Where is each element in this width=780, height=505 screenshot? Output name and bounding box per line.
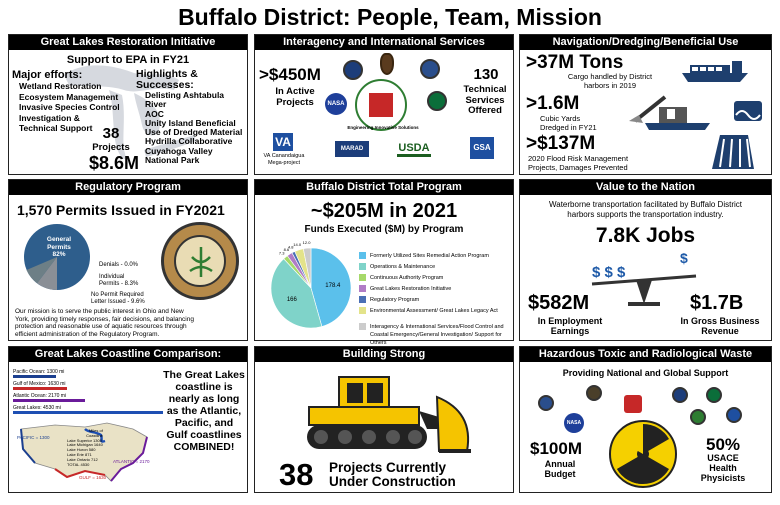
- employment-amount: $582M: [528, 292, 590, 314]
- coastline-panel: [8, 346, 248, 493]
- physicists-pct: 50%: [705, 435, 741, 454]
- htrw-panel: [519, 346, 772, 493]
- regulatory-panel: [8, 179, 248, 341]
- list-item: Delisting Ashtabula River: [145, 90, 225, 110]
- total-program-panel: [254, 179, 514, 346]
- revenue-amount: $1.7B: [690, 292, 744, 314]
- glri-header: Great Lakes Restoration Initiative: [9, 35, 247, 50]
- construction-label: Projects Currently Under Construction: [329, 460, 456, 489]
- list-item: Invasive Species Control: [19, 102, 120, 112]
- gsa-logo-icon: GSA: [470, 137, 494, 159]
- coastline-bar-label: Atlantic Ocean: 2170 mi: [13, 393, 67, 399]
- glri-projects-label: Projects: [92, 142, 130, 153]
- construction-count: 38: [279, 457, 314, 492]
- list-item: Wetland Restoration: [19, 81, 102, 91]
- budget-amount: $100M: [530, 439, 582, 458]
- glri-highlights-list: [145, 91, 247, 165]
- legend-label: Regulatory Program: [370, 297, 420, 303]
- pie-data-label: 14.0: [293, 242, 302, 248]
- interagency-header: Interagency and International Services: [255, 35, 513, 50]
- value-header: Value to the Nation: [520, 180, 771, 195]
- glri-amount: $8.6M: [89, 153, 140, 173]
- legend-entry: [359, 252, 511, 263]
- legend-swatch: [359, 285, 366, 292]
- dhs-seal-icon: [420, 59, 440, 79]
- legend-swatch: [359, 274, 366, 281]
- list-item: Hydrilla Collaborative: [145, 136, 233, 147]
- list-item: AOC: [145, 108, 164, 119]
- map-table-row: Lake Huron 580: [67, 447, 96, 453]
- htrw-subtitle: Providing National and Global Support: [562, 368, 729, 378]
- nasa-logo-icon: NASA: [325, 93, 347, 115]
- map-table-row: Lake Superior 1300: [67, 437, 102, 443]
- pie-data-label: 4.8: [287, 244, 294, 250]
- fuds-seal-icon: [726, 407, 742, 423]
- budget-label: Annual Budget: [544, 459, 576, 479]
- flood-amount: >$137M: [526, 133, 596, 154]
- nasa-logo-icon: NASA: [564, 413, 584, 433]
- legend-entry: [359, 274, 511, 285]
- interagency-panel: [254, 34, 514, 175]
- coastline-bar: [13, 399, 85, 402]
- total-header: Buffalo District Total Program: [255, 180, 513, 195]
- bulldozer-icon: [289, 367, 489, 457]
- building-header: Building Strong: [255, 347, 513, 362]
- coastline-header: Great Lakes Coastline Comparison:: [9, 347, 247, 362]
- glri-panel: [8, 34, 248, 175]
- va-caption: VA Canandaigua Mega-project: [263, 153, 305, 166]
- list-item: National Park: [145, 155, 200, 166]
- interagency-active-label: In Active Projects: [275, 86, 315, 108]
- value-panel: [519, 179, 772, 341]
- army-seal-icon: [586, 385, 602, 401]
- pie-data-label: 7.3: [278, 250, 285, 256]
- value-intro: Waterborne transportation facilitated by Buffalo District harbors supports the transportation industry.: [549, 200, 742, 219]
- denials-label: Denials - 0.0%: [99, 262, 139, 268]
- htrw-header: Hazardous Toxic and Radiological Waste: [520, 347, 771, 362]
- permits-issued: 1,570 Permits Issued in FY2021: [17, 202, 225, 218]
- total-subtitle: Funds Executed ($M) by Program: [304, 224, 464, 235]
- list-item: Technical Support: [19, 123, 93, 133]
- jobs-count: 7.8K Jobs: [595, 224, 696, 247]
- list-item: Cuyahoga Valley: [145, 145, 213, 156]
- map-table-row: Lake Erie 871: [67, 451, 92, 457]
- navy-seal-icon: [538, 395, 554, 411]
- legend-entry: [359, 263, 511, 274]
- engineering-caption: Engineering Innovative Solutions: [347, 125, 419, 130]
- dod-seal-icon: [343, 60, 363, 80]
- legend-label: Operations & Maintenance: [370, 264, 436, 270]
- dredge-crane-icon: [625, 93, 715, 131]
- epa-seal-icon: [427, 91, 447, 111]
- coastline-bar: [13, 387, 67, 390]
- map-table-row: Lake Michigan 1640: [67, 442, 103, 448]
- revenue-label: In Gross Business Revenue: [680, 316, 760, 336]
- legend-label: Interagency & International Services/Flood Control and Coastal Emergency/General Investigation/ Support for Others: [370, 324, 504, 346]
- regulatory-mission: Our mission is to serve the public interest in Ohio and New York, providing timely responses, fair decisions, and balancing protection and reasonable use of aquatic resources through efficient administration of the Regulatory Program.: [15, 308, 194, 338]
- list-item: Use of Dredged Material: [145, 127, 243, 138]
- cargo-ship-icon: [680, 55, 750, 85]
- navigation-header: Navigation/Dredging/Beneficial Use: [520, 35, 771, 50]
- list-item: Ecosystem Management: [19, 91, 119, 102]
- interagency-services-count: 130: [473, 66, 499, 83]
- list-item: Investigation &: [19, 112, 80, 123]
- interagency-active-amount: >$450M: [259, 65, 321, 84]
- map-pacific-label: PACIFIC = 1300: [17, 435, 50, 440]
- map-gulf-label: GULF = 1630: [79, 475, 107, 480]
- regulatory-header: Regulatory Program: [9, 180, 247, 195]
- total-amount: ~$205M in 2021: [310, 200, 458, 222]
- glri-highlights-title: Highlights & Successes:: [136, 68, 198, 91]
- pie-data-label: 166: [286, 296, 297, 303]
- va-logo-icon: VA: [273, 133, 293, 151]
- no-permit-label: No Permit Required Letter Issued - 9.6%: [91, 292, 145, 305]
- coastline-bars: [13, 369, 163, 419]
- castle-icon: [624, 395, 642, 413]
- legend-label: Great Lakes Restoration Initiative: [370, 286, 452, 292]
- legend-swatch: [359, 307, 366, 314]
- map-atlantic-label: ATLANTIC = 2170: [113, 459, 150, 464]
- interagency-services-label: Technical Services Offered: [463, 84, 507, 116]
- cargo-label: Cargo handled by District harbors in 2019: [567, 72, 653, 90]
- coastline-bar: [13, 375, 56, 378]
- list-item: Unity Island Beneficial: [145, 117, 236, 128]
- map-table: Miles of Coastline Lake Superior 1300 Lake Michigan 1640 Lake Huron 580 Lake Erie 871 Lake Ontario 712 TOTAL 4530: [67, 428, 103, 467]
- wave-icon: [730, 95, 766, 123]
- legend-swatch: [359, 263, 366, 270]
- coastline-bar-label: Pacific Ocean: 1300 mi: [13, 369, 65, 375]
- doe-seal-icon: [690, 409, 706, 425]
- dredged-label: Cubic Yards Dredged in FY21: [540, 114, 597, 132]
- navigation-panel: [519, 34, 772, 175]
- legend-swatch: [359, 252, 366, 259]
- cargo-amount: >37M Tons: [526, 52, 624, 73]
- employment-label: In Employment Earnings: [537, 316, 603, 336]
- glri-projects-count: 38: [102, 125, 120, 142]
- pie-data-label: 12.0: [302, 240, 311, 246]
- dollar-signs-icon: $ $ $: [592, 264, 626, 281]
- legend-entry: [359, 307, 511, 323]
- legend-entry: [359, 285, 511, 296]
- legend-swatch: [359, 296, 366, 303]
- coastline-bar: [13, 411, 163, 414]
- pie-data-label: 178.4: [325, 282, 341, 289]
- page-title: Buffalo District: People, Team, Mission: [178, 4, 602, 30]
- individual-label: Individual Permits - 8.3%: [99, 274, 139, 287]
- legend-swatch: [359, 323, 366, 330]
- radiation-icon: [608, 419, 678, 489]
- legend-entry: [359, 296, 511, 307]
- glri-support: Support to EPA in FY21: [66, 54, 190, 66]
- building-panel: [254, 346, 514, 493]
- usda-logo-icon: USDA: [397, 139, 431, 157]
- legend-label: Environmental Assessment/ Great Lakes Legacy Act: [370, 308, 498, 314]
- coastline-bar-label: Great Lakes: 4530 mi: [13, 405, 61, 411]
- map-table-row: Lake Ontario 712: [67, 456, 98, 462]
- coastline-bar-label: Gulf of Mexico: 1630 mi: [13, 381, 66, 387]
- dredged-amount: >1.6M: [526, 93, 580, 114]
- funds-legend: [359, 252, 511, 349]
- dod-seal-icon: [672, 387, 688, 403]
- interagency-international-seal-icon: [355, 79, 407, 131]
- dam-icon: [708, 131, 756, 171]
- legend-label: Continuous Authority Program: [370, 275, 444, 281]
- coastline-text: The Great Lakes coastline is nearly as long as the Atlantic, Pacific, and Gulf coastlines COMBINED!: [163, 369, 245, 453]
- dollar-single-icon: $: [680, 250, 688, 266]
- pie-general-label: General Permits 82%: [46, 236, 72, 258]
- legend-label: Formerly Utilized Sites Remedial Action Program: [370, 253, 489, 259]
- epa-seal-icon: [706, 387, 722, 403]
- pie-data-label: 8.6: [283, 247, 290, 253]
- map-table-row: TOTAL 4530: [67, 461, 90, 467]
- nps-arrowhead-icon: [380, 53, 394, 75]
- marad-logo-icon: MARAD: [335, 141, 369, 157]
- physicists-label: USACE Health Physicists: [700, 453, 746, 483]
- balance-scale-icon: [584, 268, 704, 308]
- regulatory-seal-icon: [161, 222, 239, 300]
- funds-pie-chart: [261, 234, 361, 334]
- flood-label: 2020 Flood Risk Management Projects, Damages Prevented: [528, 154, 629, 172]
- glri-efforts-title: Major efforts:: [12, 69, 83, 81]
